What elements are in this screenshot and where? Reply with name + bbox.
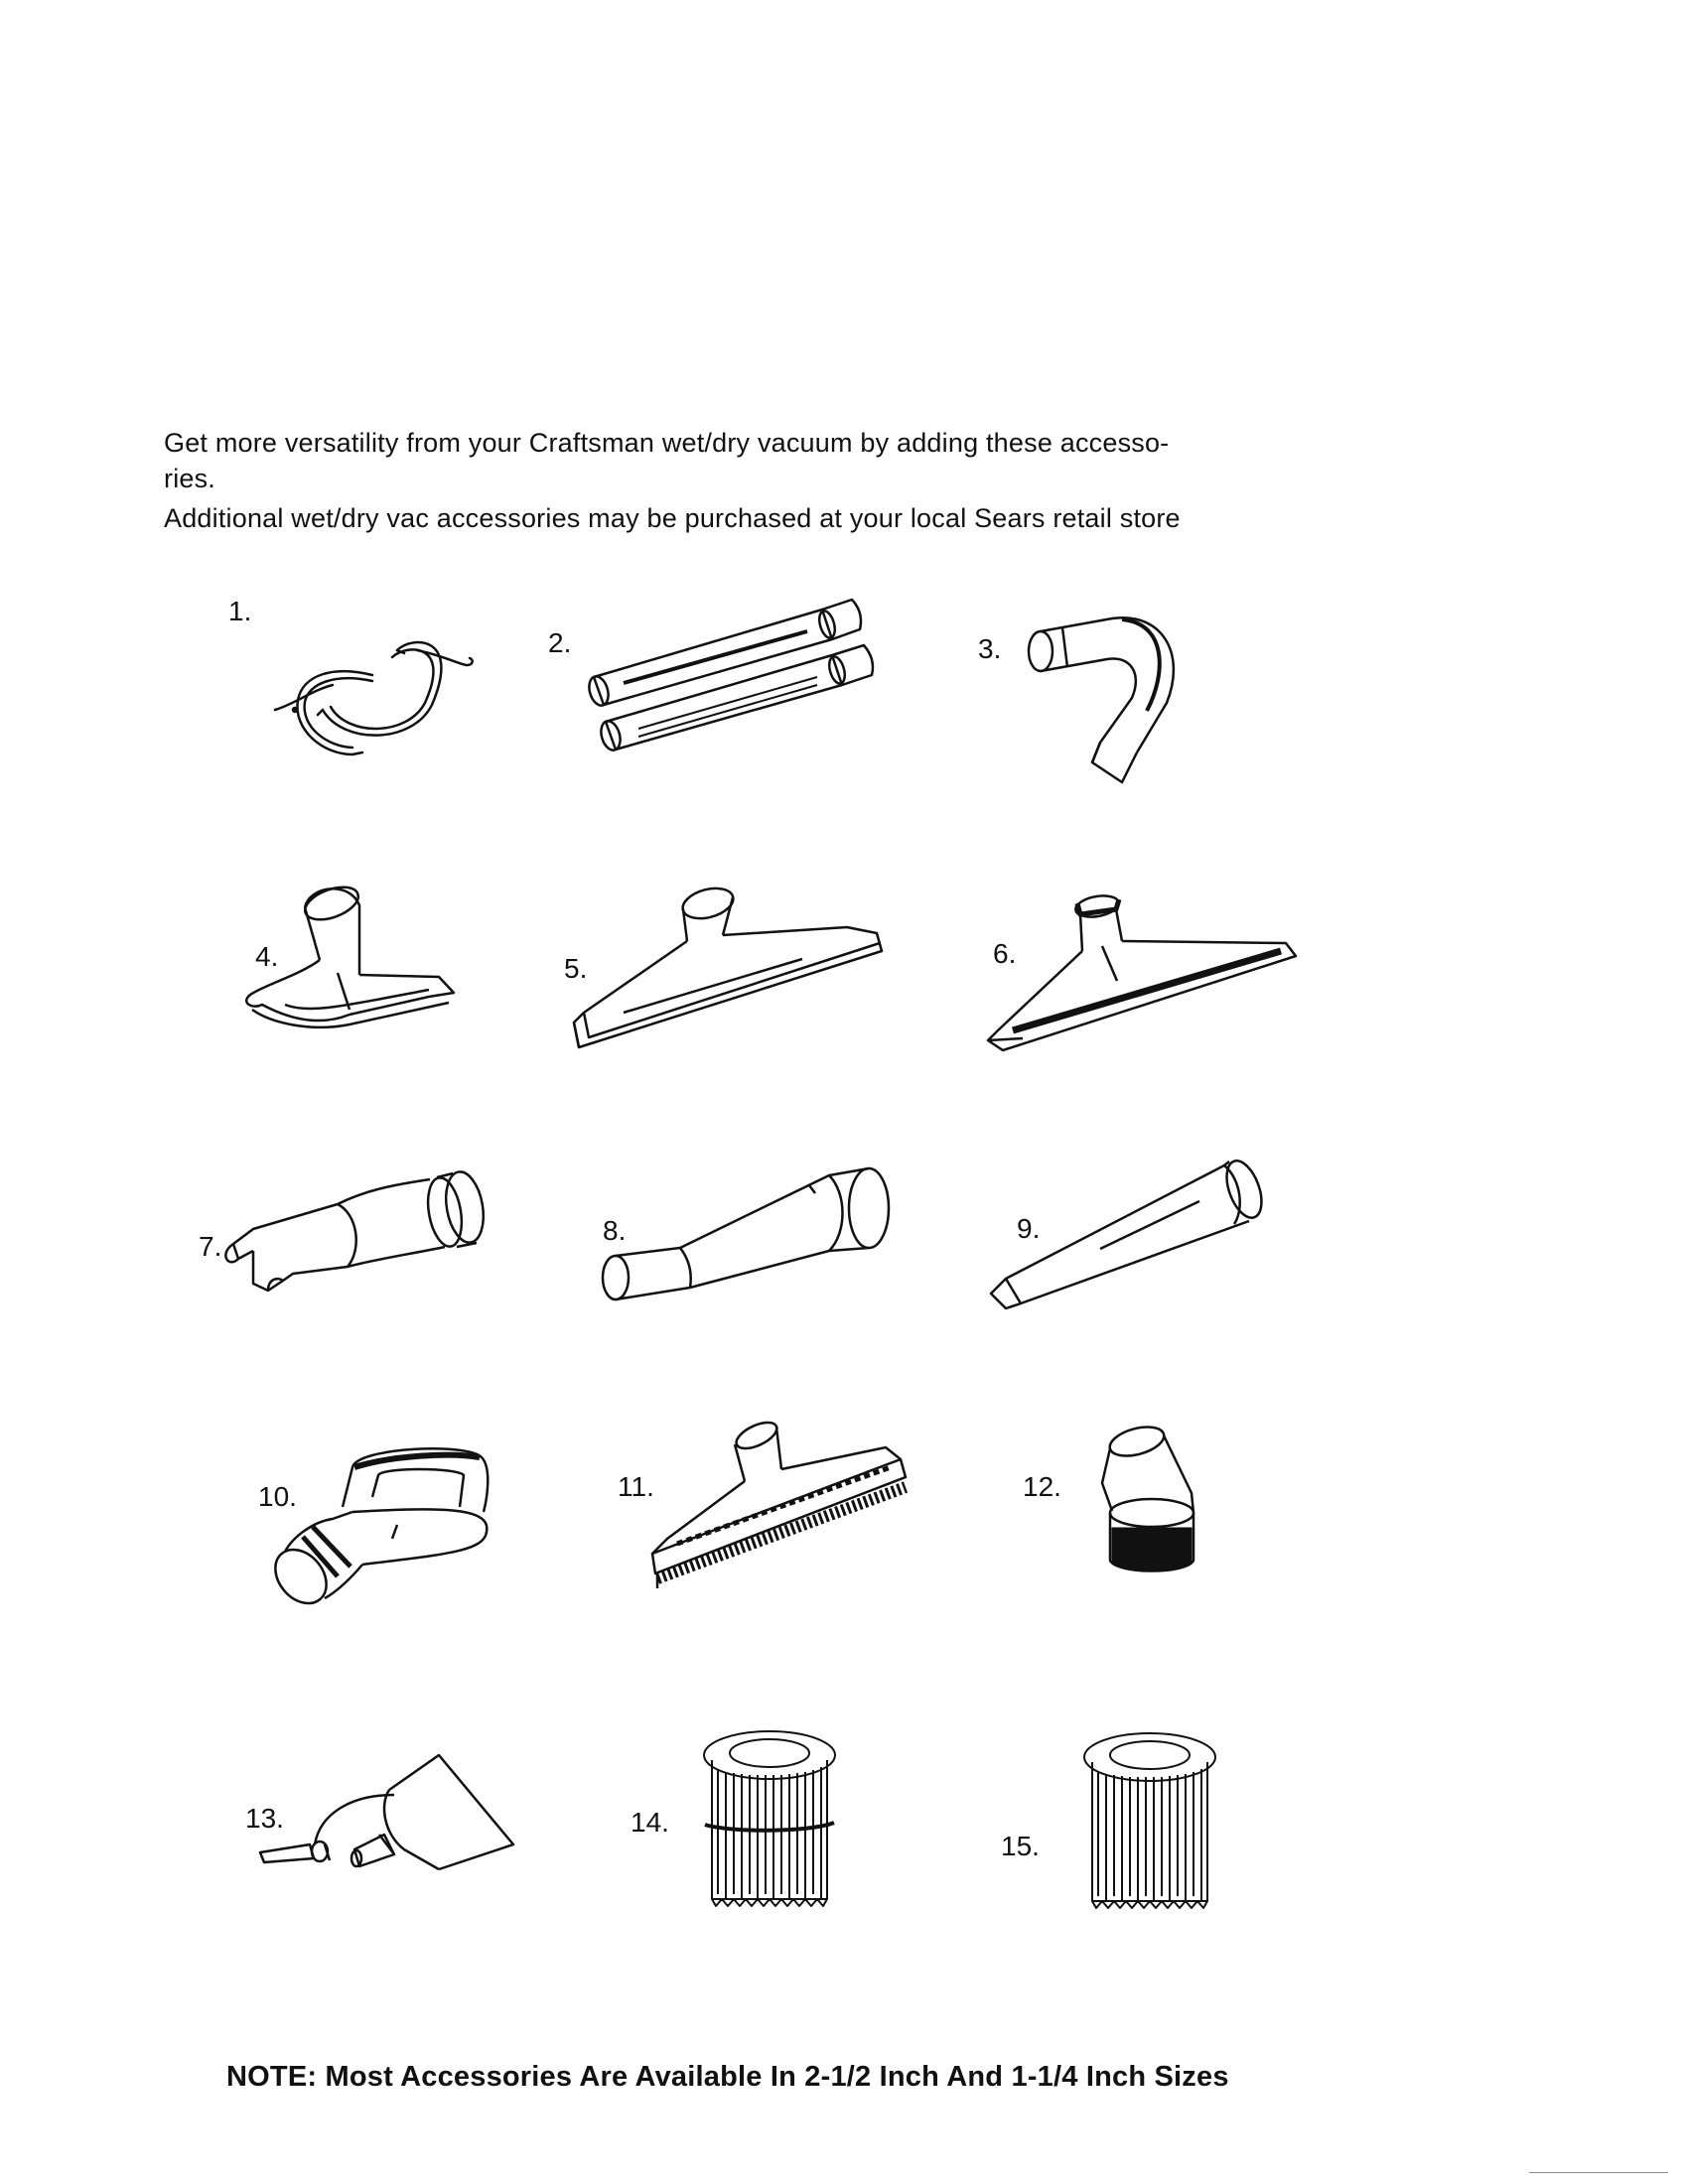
squeegee-nozzle-icon (983, 882, 1321, 1110)
intro-line-2: ries. (164, 464, 216, 493)
accessory-item-7 (189, 1160, 526, 1388)
dusting-brush-icon (1023, 1414, 1360, 1642)
accessory-item-11 (608, 1410, 945, 1638)
accessory-item-13 (230, 1735, 568, 1964)
cartridge-filter-icon (1001, 1715, 1338, 1944)
item-number: 3. (978, 633, 1002, 664)
brush-squeegee-icon (608, 1410, 945, 1638)
item-number: 8. (603, 1215, 627, 1246)
claw-nozzle-icon (189, 1160, 526, 1388)
accessory-item-8 (591, 1163, 928, 1392)
item-number: 5. (564, 953, 588, 984)
item-number: 4. (255, 941, 279, 972)
accessory-item-2 (544, 588, 882, 816)
item-number: 6. (993, 938, 1017, 969)
accessory-item-10 (243, 1428, 581, 1656)
item-number: 11. (618, 1471, 654, 1502)
accessory-item-6 (983, 882, 1321, 1110)
intro-line-1: Get more versatility from your Craftsman wet/dry vacuum by adding these accesso- (164, 428, 1170, 458)
hand-grip-icon (243, 1428, 581, 1656)
item-number: 10. (258, 1481, 297, 1512)
item-number: 12. (1023, 1471, 1061, 1502)
intro-text (164, 425, 1326, 536)
accessory-item-1 (213, 596, 551, 824)
accessory-item-4 (230, 866, 568, 1094)
utility-nozzle-icon (230, 866, 568, 1094)
item-number: 2. (548, 627, 572, 658)
accessory-item-15 (1001, 1715, 1338, 1944)
reducer-icon (591, 1163, 928, 1392)
item-number: 9. (1017, 1213, 1041, 1244)
item-number: 15. (1001, 1831, 1040, 1861)
cartridge-filter-banded-icon (631, 1715, 968, 1944)
accessory-item-12 (1023, 1414, 1360, 1642)
extension-wands-icon (544, 588, 882, 816)
inflator-nozzle-icon (230, 1735, 568, 1964)
accessory-item-3 (973, 594, 1311, 822)
item-number: 1. (228, 596, 252, 626)
accessory-item-14 (631, 1715, 968, 1944)
crevice-tool-icon (981, 1150, 1319, 1378)
item-number: 13. (245, 1803, 284, 1834)
accessory-item-5 (564, 874, 902, 1102)
sizes-note: NOTE: Most Accessories Are Available In 2-1/2 Inch And 1-1/4 Inch Sizes (226, 2061, 1229, 2093)
page-edge-line (1529, 2172, 1668, 2173)
curved-elbow-icon (973, 594, 1311, 822)
accessory-item-9 (981, 1150, 1319, 1378)
item-number: 14. (631, 1807, 669, 1838)
item-number: 7. (199, 1231, 222, 1262)
hose-clips-icon (213, 596, 551, 824)
floor-nozzle-icon (564, 874, 902, 1102)
intro-line-3: Additional wet/dry vac accessories may be purchased at your local Sears retail store (164, 503, 1181, 533)
